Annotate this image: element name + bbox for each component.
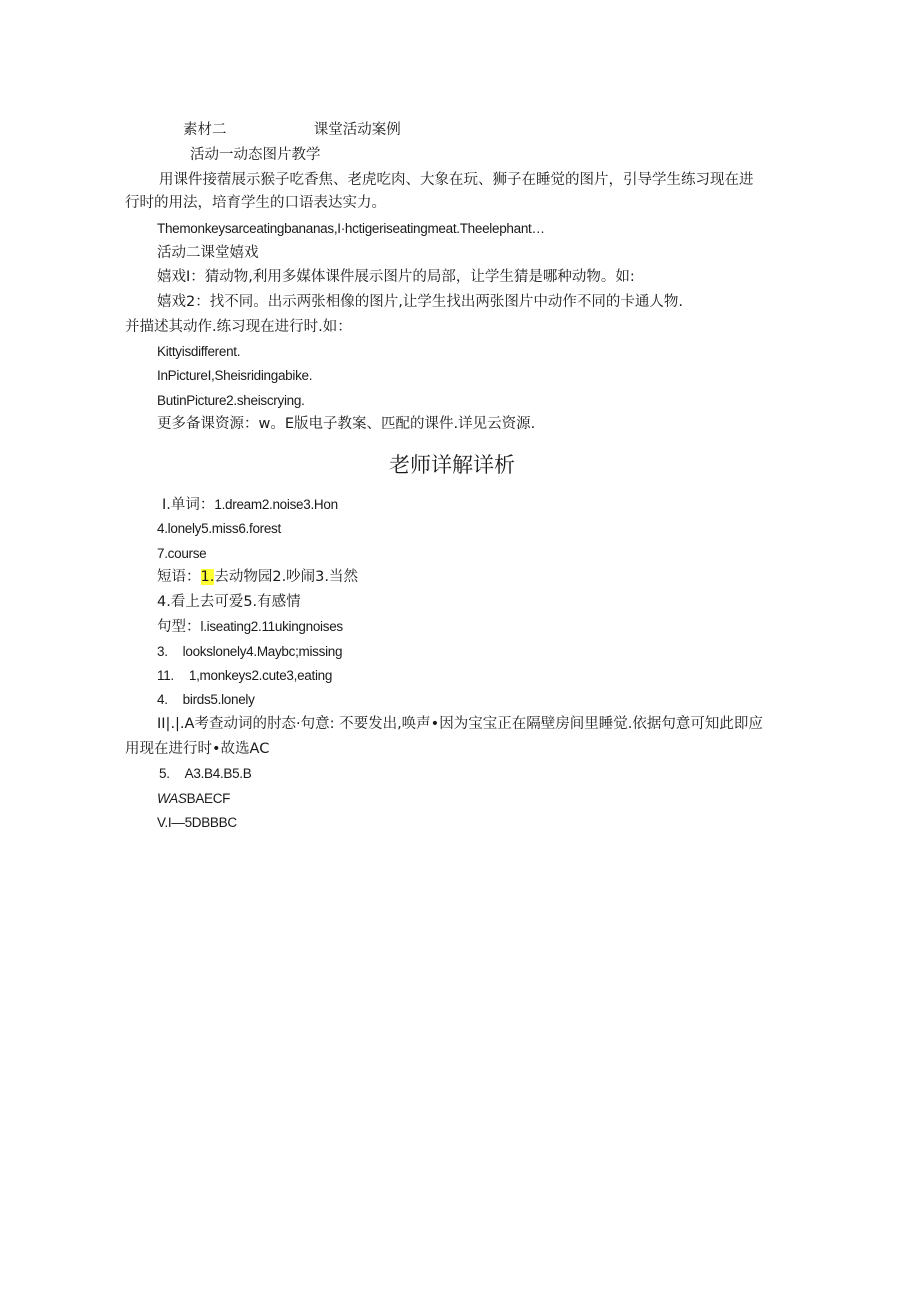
phrases-line-1 — [157, 567, 358, 587]
item5-line — [159, 764, 251, 784]
words-line-2: 4.lonely5.miss6.forest — [157, 521, 281, 536]
item11-text: 1,monkeys2.cute3,eating — [188, 668, 333, 683]
was-rest: BAECF — [186, 791, 231, 806]
words-1: 1.dream2.noise3.Hon — [214, 497, 338, 512]
sentences-1: l.iseating2.11ukingnoises — [200, 619, 343, 634]
item3-text: lookslonely4.Maybc;missing — [182, 644, 343, 659]
section2-line-1: II|.|.A考查动词的肘态·句意: 不要发出,唤声•因为宝宝正在隔壁房间里睡觉.依据句意可知此即应 — [157, 716, 763, 732]
phrases-label: 短语： — [157, 569, 201, 585]
words-label: I.单词： — [162, 497, 215, 513]
activity1-example: Themonkeysarceatingbananas,I·hctigeriseatingmeat.Theelephant… — [157, 221, 545, 236]
words-line-3: 7.course — [157, 546, 207, 561]
item5-text: A3.B4.B5.B — [184, 766, 252, 781]
example-sentence-3: ButinPicture2.sheiscrying. — [157, 393, 305, 408]
item3-line — [157, 642, 342, 662]
item4-text: birds5.lonely — [182, 692, 255, 707]
phrases-1-rest: 去动物园2.吵闹3.当然 — [214, 569, 359, 585]
analysis-heading: 老师详解详析 — [389, 453, 515, 477]
item11-line — [157, 666, 332, 686]
words-line-1 — [162, 495, 338, 515]
highlighted-number: 1. — [200, 569, 215, 585]
was-line — [157, 789, 230, 809]
item4-num: 4. — [157, 692, 168, 707]
game2-text-line1: 嬉戏2：找不同。出示两张相像的图片,让学生找出两张图片中动作不同的卡通人物. — [157, 294, 683, 310]
material-title-right: 课堂活动案例 — [313, 122, 401, 138]
activity1-text-line1: 用课件接蓿展示猴子吃香焦、老虎吃肉、大象在玩、狮子在睡觉的图片，引导学生练习现在进 — [159, 172, 754, 188]
material-title-line — [183, 120, 401, 140]
was-italic: WAS — [157, 791, 187, 806]
section2-line-2: 用现在进行时•故选AC — [125, 741, 270, 757]
phrases-line-2: 4.看上去可爱5.有感情 — [157, 594, 301, 610]
item11-num: 11. — [157, 668, 174, 683]
more-resources-text: 更多备课资源：w。E版电子教案、匹配的课件.详见云资源. — [157, 416, 536, 432]
material-title-left: 素材二 — [183, 122, 227, 138]
game2-text-line2: 并描述其动作.练习现在进行时.如： — [125, 319, 352, 335]
sentences-line-1 — [157, 617, 343, 637]
activity2-title: 活动二课堂嬉戏 — [157, 245, 259, 261]
example-sentence-2: InPictureI,Sheisridingabike. — [157, 368, 313, 383]
activity1-text-line2: 行时的用法，培育学生的口语表达实力。 — [125, 195, 386, 211]
item5-num: 5. — [159, 766, 170, 781]
game1-text: 嬉戏I：猜动物,利用多媒体课件展示图片的局部，让学生猜是哪种动物。如: — [157, 269, 635, 285]
example-sentence-1: Kittyisdifferent. — [157, 344, 241, 359]
item3-num: 3. — [157, 644, 168, 659]
v-line: V.I—5DBBBC — [157, 815, 237, 830]
item4-line — [157, 690, 255, 710]
activity1-title: 活动一动态图片教学 — [190, 147, 321, 163]
sentences-label: 句型： — [157, 619, 201, 635]
